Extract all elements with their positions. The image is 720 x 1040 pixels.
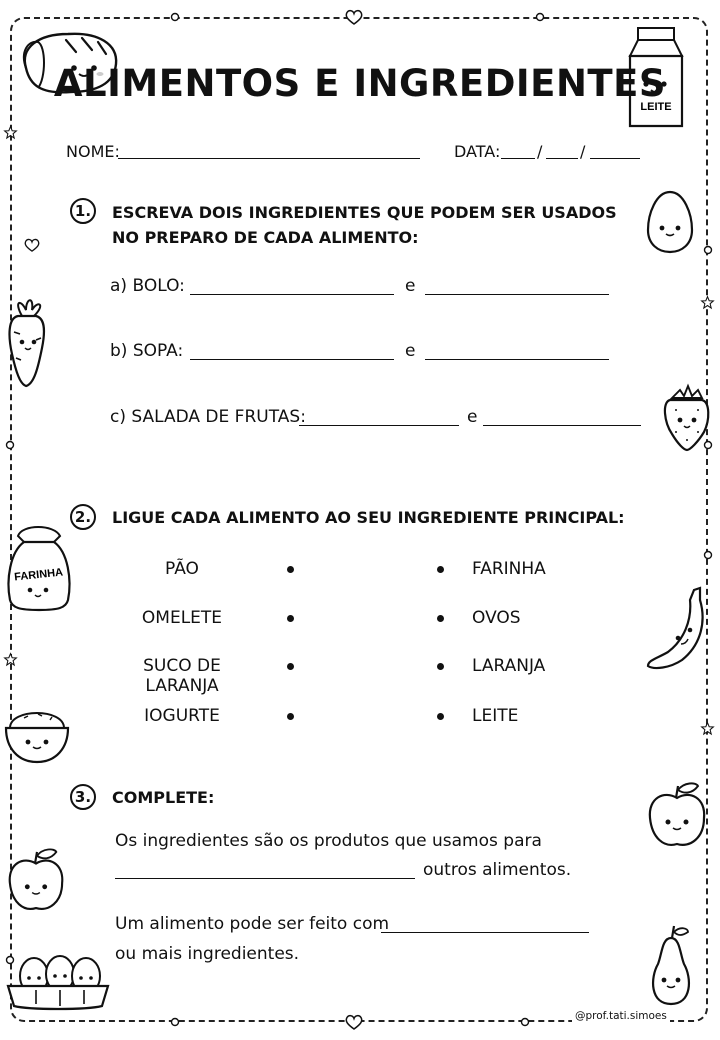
name-field[interactable] bbox=[118, 158, 420, 159]
match-point[interactable] bbox=[437, 663, 444, 670]
question-number-text: 3. bbox=[74, 788, 92, 806]
match-point[interactable] bbox=[437, 566, 444, 573]
flour-label: FARINHA bbox=[13, 566, 64, 584]
question-number bbox=[70, 784, 96, 810]
match-left-item: OMELETE bbox=[141, 608, 223, 628]
match-point[interactable] bbox=[287, 713, 294, 720]
q1-item-label: a) BOLO: bbox=[110, 276, 185, 296]
date-label: DATA: bbox=[454, 142, 501, 161]
match-right-item: FARINHA bbox=[472, 559, 546, 579]
answer-line[interactable] bbox=[425, 294, 609, 295]
answer-line[interactable] bbox=[299, 425, 459, 426]
flour-sack-icon bbox=[4, 520, 74, 612]
complete-sentence-1: Os ingredientes são os produtos que usamos para bbox=[115, 831, 542, 851]
date-separator: / bbox=[580, 142, 586, 161]
star-icon bbox=[701, 296, 714, 309]
match-right-item: OVOS bbox=[472, 608, 521, 628]
q1-item-label: c) SALADA DE FRUTAS: bbox=[110, 407, 306, 427]
answer-line[interactable] bbox=[190, 359, 394, 360]
question-number bbox=[70, 198, 96, 224]
bowl-icon bbox=[2, 700, 72, 766]
q1-conjunction: e bbox=[405, 276, 416, 296]
match-point[interactable] bbox=[287, 615, 294, 622]
strawberry-icon bbox=[662, 382, 712, 452]
egg-icon bbox=[646, 190, 694, 254]
milk-label: LEITE bbox=[640, 101, 672, 113]
match-point[interactable] bbox=[437, 615, 444, 622]
author-credit: @prof.tati.simoes bbox=[572, 1010, 670, 1022]
pear-icon bbox=[646, 924, 696, 1008]
match-right-item: LARANJA bbox=[472, 656, 546, 676]
match-right-item: LEITE bbox=[472, 706, 519, 726]
date-day-field[interactable] bbox=[501, 158, 535, 159]
complete-sentence-2-end: ou mais ingredientes. bbox=[115, 944, 300, 964]
question-number bbox=[70, 504, 96, 530]
match-point[interactable] bbox=[287, 566, 294, 573]
name-label: NOME: bbox=[66, 142, 120, 161]
star-icon bbox=[4, 653, 17, 666]
match-point[interactable] bbox=[287, 663, 294, 670]
date-year-field[interactable] bbox=[590, 158, 640, 159]
answer-line[interactable] bbox=[190, 294, 394, 295]
q1-conjunction: e bbox=[467, 407, 478, 427]
answer-line[interactable] bbox=[483, 425, 641, 426]
match-point[interactable] bbox=[437, 713, 444, 720]
question-2-text: LIGUE CADA ALIMENTO AO SEU INGREDIENTE PRINCIPAL: bbox=[112, 508, 625, 527]
answer-line[interactable] bbox=[115, 878, 415, 879]
question-1-text: ESCREVA DOIS INGREDIENTES QUE PODEM SER USADOS bbox=[112, 203, 617, 222]
question-number-text: 2. bbox=[74, 508, 92, 526]
apple-icon bbox=[6, 846, 66, 914]
answer-line[interactable] bbox=[381, 932, 589, 933]
egg-carton-icon bbox=[6, 954, 110, 1012]
question-number-text: 1. bbox=[74, 202, 92, 220]
star-icon bbox=[701, 722, 714, 735]
star-icon bbox=[4, 126, 17, 139]
q1-conjunction: e bbox=[405, 341, 416, 361]
date-month-field[interactable] bbox=[546, 158, 578, 159]
q1-item-label: b) SOPA: bbox=[110, 341, 184, 361]
match-left-item: PÃO bbox=[165, 559, 199, 579]
carrot-icon bbox=[4, 296, 52, 388]
question-1-text-cont: NO PREPARO DE CADA ALIMENTO: bbox=[112, 228, 419, 247]
banana-icon bbox=[644, 586, 710, 672]
page-title: ALIMENTOS E INGREDIENTES bbox=[53, 62, 667, 105]
apple-icon bbox=[646, 780, 708, 850]
answer-line[interactable] bbox=[425, 359, 609, 360]
match-left-item: IOGURTE bbox=[144, 706, 220, 726]
complete-sentence-2: Um alimento pode ser feito com bbox=[115, 914, 390, 934]
match-left-item: SUCO DE LARANJA bbox=[143, 656, 221, 696]
question-3-text: COMPLETE: bbox=[112, 788, 215, 807]
complete-sentence-1-end: outros alimentos. bbox=[423, 860, 572, 880]
date-separator: / bbox=[537, 142, 543, 161]
